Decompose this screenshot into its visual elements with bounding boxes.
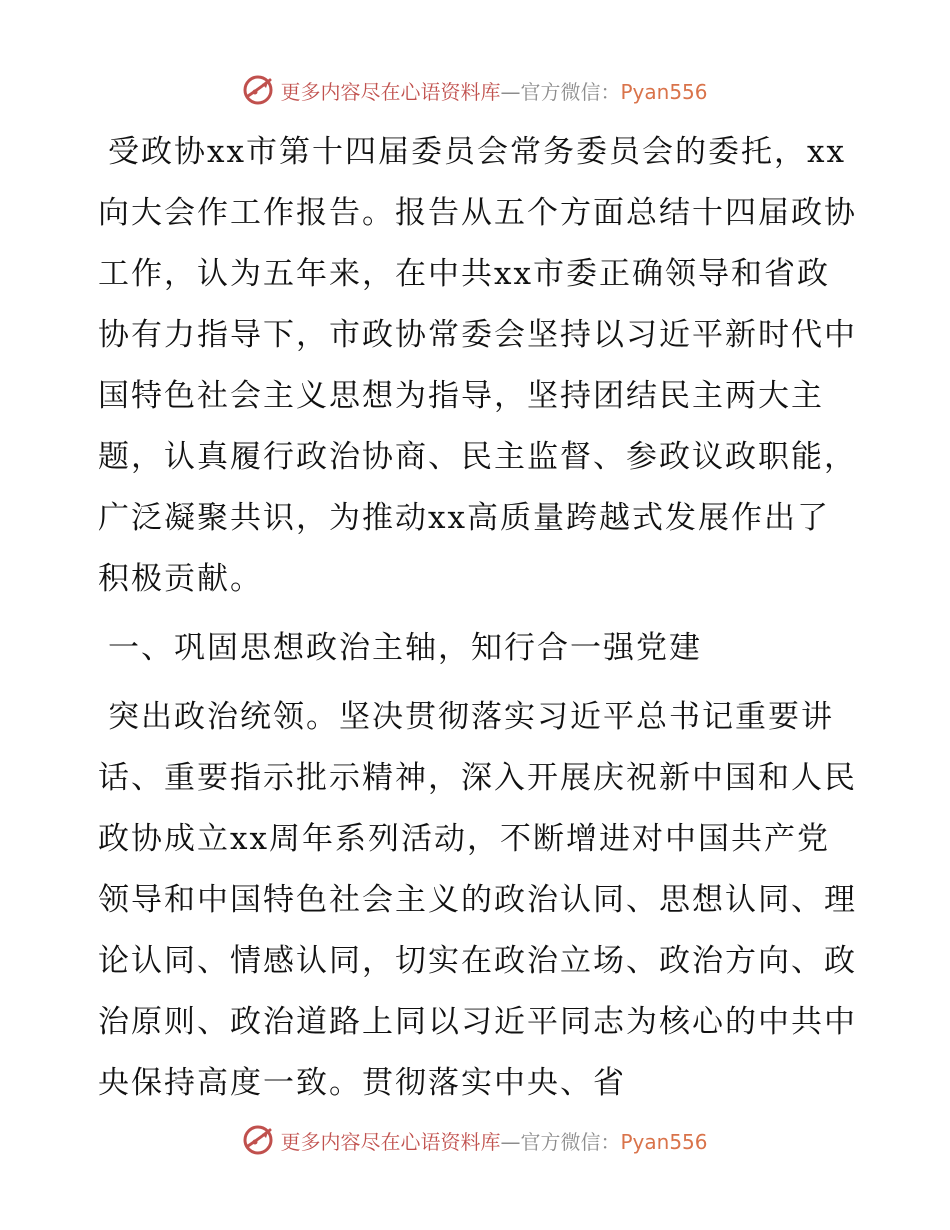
watermark-wechat-label: —官方微信： [500, 1129, 621, 1154]
watermark-wechat-id: Pyan556 [620, 1129, 708, 1154]
footer-watermark-inner [242, 1124, 707, 1156]
watermark-site-name: 更多内容尽在心语资料库 [280, 79, 501, 104]
section-heading [98, 618, 858, 679]
section-heading-text: 一、巩固思想政治主轴，知行合一强党建 [108, 630, 702, 666]
watermark-wechat-id: Pyan556 [620, 79, 708, 104]
watermark-text [280, 1126, 707, 1155]
header-watermark-inner [242, 74, 707, 106]
header-watermark [0, 70, 950, 110]
paragraph-intro [98, 122, 858, 610]
watermark-logo-icon [242, 1124, 274, 1156]
paragraph-political [98, 687, 858, 1114]
paragraph-intro-text: 受政协xx市第十四届委员会常务委员会的委托，xx向大会作工作报告。报告从五个方面总结十四届政协工作，认为五年来，在中共xx市委正确领导和省政协有力指导下，市政协常委会坚持以习近平新时代中国特色社会主义思想为指导，坚持团结民主两大主题，认真履行政治协商、民主监督、参政议政职能，广泛凝聚共识，为推动xx高质量跨越式发展作出了积极贡献。 [98, 134, 857, 597]
footer-watermark [0, 1120, 950, 1160]
watermark-site-name: 更多内容尽在心语资料库 [280, 1129, 501, 1154]
paragraph-political-text: 突出政治统领。坚决贯彻落实习近平总书记重要讲话、重要指示批示精神，深入开展庆祝新中国和人民政协成立xx周年系列活动，不断增进对中国共产党领导和中国特色社会主义的政治认同、思想认同、理论认同、情感认同，切实在政治立场、政治方向、政治原则、政治道路上同以习近平同志为核心的中共中央保持高度一致。贯彻落实中央、省 [98, 699, 857, 1101]
watermark-wechat-label: —官方微信： [500, 79, 621, 104]
watermark-logo-icon [242, 74, 274, 106]
watermark-text [280, 76, 707, 105]
document-body [98, 122, 858, 1114]
